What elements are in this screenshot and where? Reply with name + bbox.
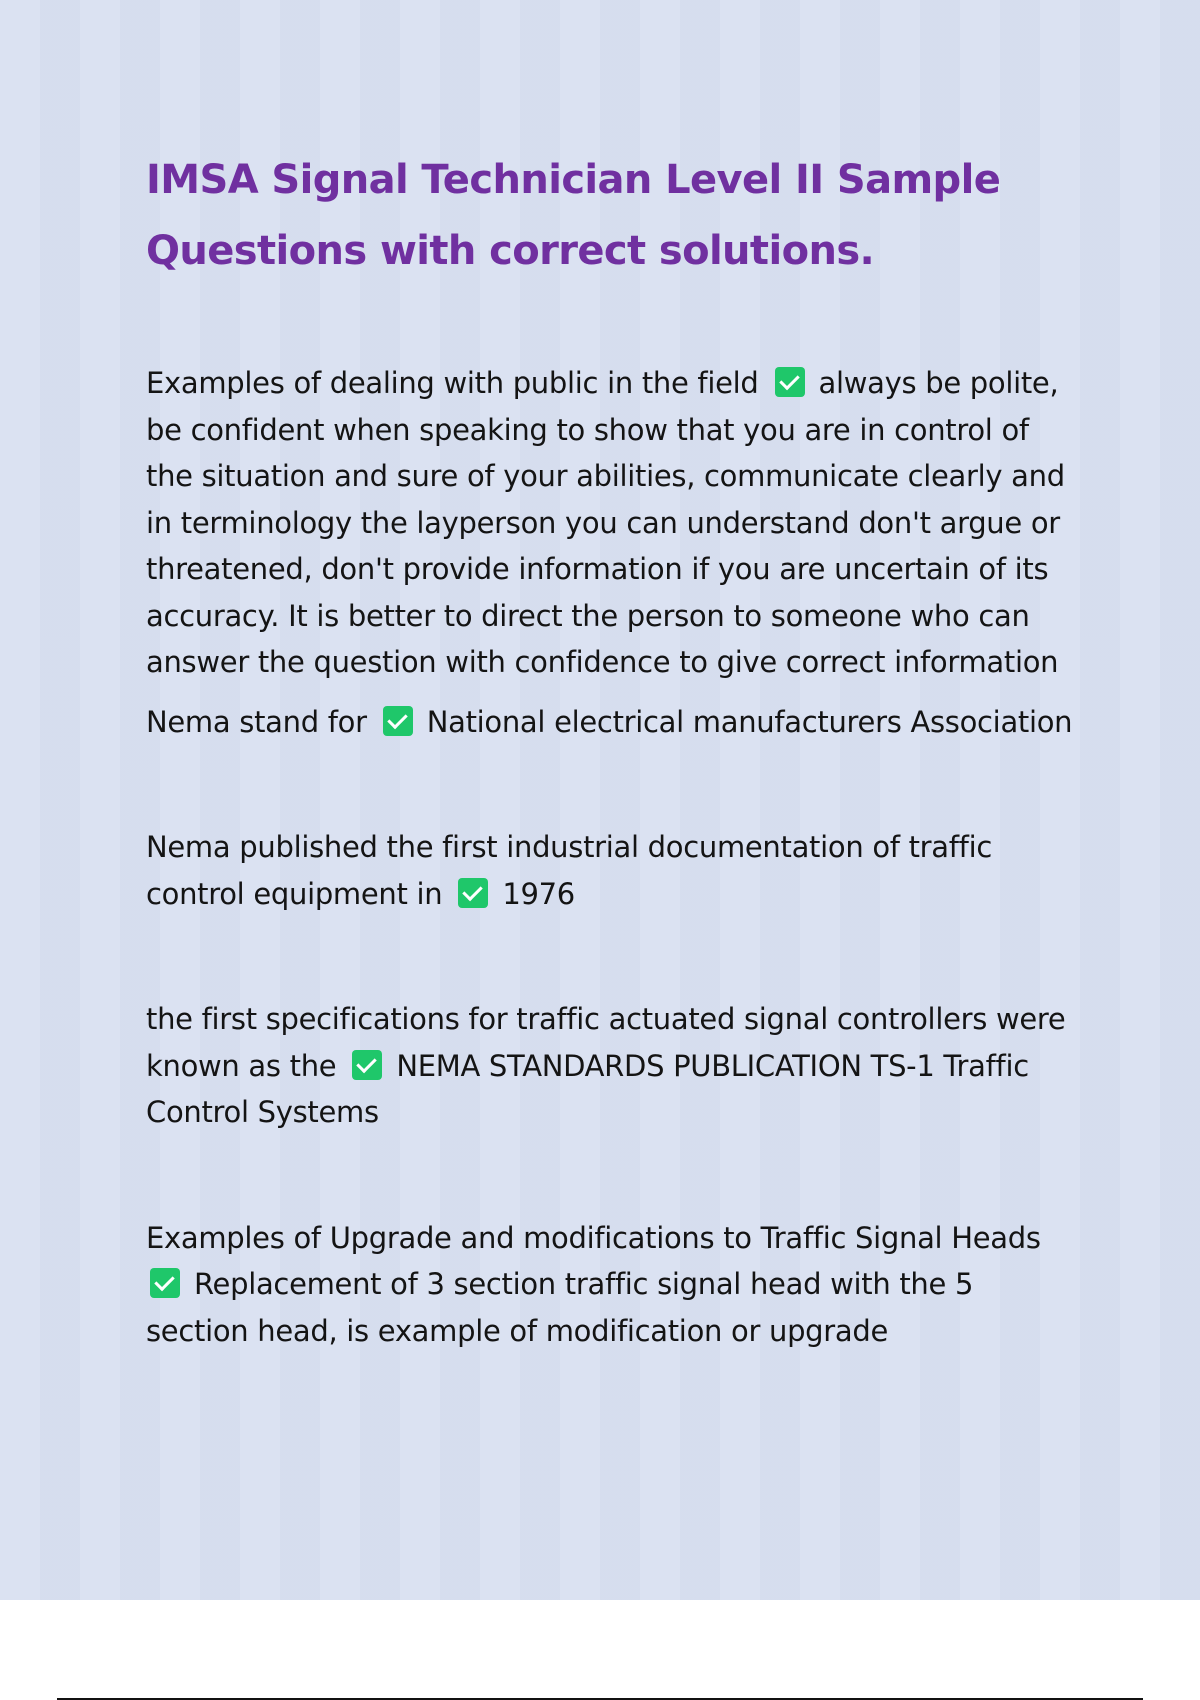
answer-text: National electrical manufacturers Association xyxy=(426,704,1073,739)
answer-text: 1976 xyxy=(502,876,575,911)
answer-text: NEMA STANDARDS PUBLICATION TS-1 Traffic Control Systems xyxy=(146,1048,1029,1129)
question-text: Nema published the first industrial documentation of traffic control equipment in xyxy=(146,830,992,911)
qa-item xyxy=(146,824,1076,917)
question-text: the first specifications for traffic actuated signal controllers were known as the xyxy=(146,1002,1066,1083)
qa-list xyxy=(146,360,1076,1354)
check-box-icon xyxy=(352,1050,382,1080)
answer-text: always be polite, be confident when speaking to show that you are in control of the situation and sure of your abilities, communicate clearly and in terminology the layperson you can understand don't argue or threatened, don't provide information if you are uncertain of its accuracy. It is better to direct the person to someone who can answer the question with confidence to give correct information xyxy=(146,366,1065,679)
question-text: Examples of Upgrade and modifications to Traffic Signal Heads xyxy=(146,1220,1041,1255)
check-box-icon xyxy=(458,878,488,908)
document-title: IMSA Signal Technician Level II Sample Questions with correct solutions. xyxy=(146,157,1001,274)
qa-item xyxy=(146,699,1076,746)
question-text: Nema stand for xyxy=(146,704,367,739)
document-content xyxy=(146,145,1076,1354)
check-box-icon xyxy=(383,706,413,736)
check-box-icon xyxy=(775,367,805,397)
qa-item xyxy=(146,360,1076,686)
qa-item xyxy=(146,1215,1076,1355)
qa-item xyxy=(146,996,1076,1136)
answer-text: Replacement of 3 section traffic signal head with the 5 section head, is example of modification or upgrade xyxy=(146,1267,974,1348)
check-box-icon xyxy=(150,1268,180,1298)
question-text: Examples of dealing with public in the field xyxy=(146,366,759,400)
